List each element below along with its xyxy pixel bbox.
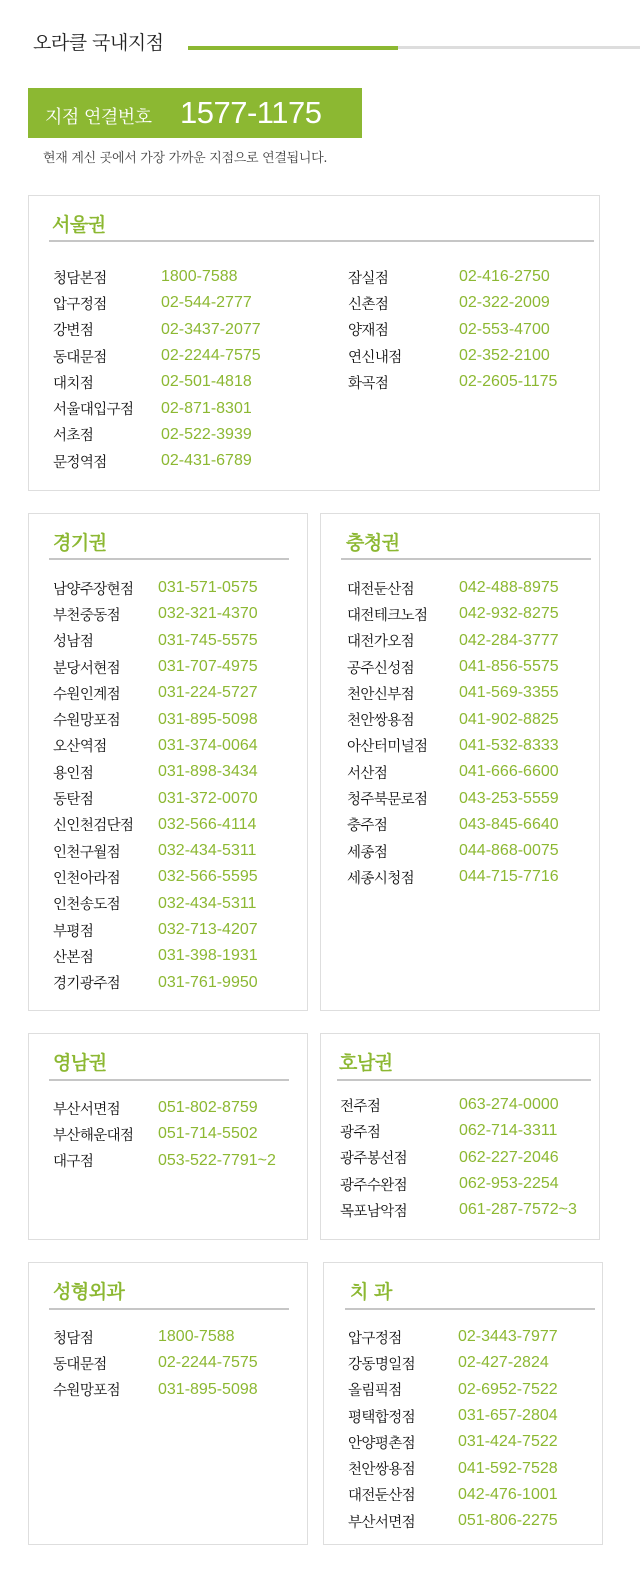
branch-row xyxy=(53,290,261,316)
branch-phone[interactable]: 02-553-4700 xyxy=(459,320,550,338)
branch-phone[interactable]: 063-274-0000 xyxy=(459,1096,559,1114)
branch-name: 동탄점 xyxy=(53,792,94,809)
branch-row xyxy=(348,264,557,290)
branch-phone[interactable]: 02-3443-7977 xyxy=(458,1328,558,1346)
branch-phone[interactable]: 032-566-4114 xyxy=(158,815,257,833)
branch-phone[interactable]: 042-284-3777 xyxy=(459,631,559,649)
branch-row xyxy=(347,680,559,706)
branch-phone[interactable]: 02-544-2777 xyxy=(161,294,252,312)
branch-name: 천안신부점 xyxy=(347,686,415,703)
branch-row xyxy=(53,680,258,706)
branch-list-seoul-right xyxy=(348,264,557,395)
region-title-dental: 치 과 xyxy=(350,1281,392,1303)
branch-phone[interactable]: 062-953-2254 xyxy=(459,1175,559,1193)
branch-phone[interactable]: 031-374-0064 xyxy=(158,736,258,754)
region-panel-honam xyxy=(320,1033,600,1240)
branch-row xyxy=(347,601,559,627)
branch-phone[interactable]: 043-845-6640 xyxy=(459,815,559,833)
branch-phone[interactable]: 1800-7588 xyxy=(158,1328,235,1346)
branch-row xyxy=(53,733,258,759)
region-title-honam: 호남권 xyxy=(339,1052,393,1074)
branch-name: 문정역점 xyxy=(53,454,107,471)
branch-phone[interactable]: 044-715-7716 xyxy=(459,868,559,886)
branch-row xyxy=(347,759,559,785)
branch-row xyxy=(53,759,258,785)
branch-row xyxy=(53,395,261,421)
branch-phone[interactable]: 031-745-5575 xyxy=(158,631,258,649)
branch-row xyxy=(53,864,258,890)
branch-name: 부산서면점 xyxy=(53,1101,121,1118)
branch-name: 신촌점 xyxy=(348,296,389,313)
branch-name: 압구정점 xyxy=(348,1330,402,1347)
branch-name: 연신내점 xyxy=(348,349,402,366)
branch-row xyxy=(53,575,258,601)
branch-name: 성남점 xyxy=(53,634,94,651)
branch-row xyxy=(348,1455,558,1481)
hotline-banner xyxy=(28,88,362,138)
branch-phone[interactable]: 051-802-8759 xyxy=(158,1099,258,1117)
branch-list-dental xyxy=(348,1324,558,1534)
branch-phone[interactable]: 02-322-2009 xyxy=(459,294,550,312)
branch-name: 천안쌍용점 xyxy=(347,713,415,730)
region-divider xyxy=(49,558,289,560)
branch-name: 부산해운대점 xyxy=(53,1127,134,1144)
branch-name: 광주점 xyxy=(340,1124,381,1141)
branch-row xyxy=(348,369,557,395)
branch-phone[interactable]: 031-898-3434 xyxy=(158,763,258,781)
branch-name: 아산터미널점 xyxy=(347,739,428,756)
branch-phone[interactable]: 02-2605-1175 xyxy=(459,373,558,391)
branch-phone[interactable]: 02-416-2750 xyxy=(459,268,550,286)
branch-phone[interactable]: 041-902-8825 xyxy=(459,710,559,728)
branch-phone[interactable]: 043-253-5559 xyxy=(459,789,559,807)
branch-name: 공주신성점 xyxy=(347,660,415,677)
branch-phone[interactable]: 053-522-7791~2 xyxy=(158,1151,276,1169)
branch-phone[interactable]: 051-714-5502 xyxy=(158,1125,258,1143)
branch-name: 부천중동점 xyxy=(53,607,121,624)
branch-row xyxy=(53,343,261,369)
branch-name: 오산역점 xyxy=(53,739,107,756)
branch-name: 청주북문로점 xyxy=(347,792,428,809)
branch-phone[interactable]: 02-352-2100 xyxy=(459,347,550,365)
branch-row xyxy=(53,969,258,995)
region-panel-seoul xyxy=(28,195,600,491)
branch-name: 압구정점 xyxy=(53,296,107,313)
branch-row xyxy=(347,706,559,732)
region-title-gyeonggi: 경기권 xyxy=(53,532,107,554)
branch-phone[interactable]: 031-224-5727 xyxy=(158,684,258,702)
branch-row xyxy=(53,448,261,474)
branch-row xyxy=(347,812,559,838)
branch-name: 청담점 xyxy=(53,1330,94,1347)
branch-phone[interactable]: 041-569-3355 xyxy=(459,684,559,702)
branch-row xyxy=(340,1145,577,1171)
branch-phone[interactable]: 031-657-2804 xyxy=(458,1407,558,1425)
branch-name: 광주수완점 xyxy=(340,1177,408,1194)
branch-row xyxy=(347,785,559,811)
branch-phone[interactable]: 032-566-5595 xyxy=(158,868,258,886)
branch-phone[interactable]: 051-806-2275 xyxy=(458,1512,558,1530)
region-title-yeongnam: 영남권 xyxy=(53,1052,107,1074)
branch-phone[interactable]: 02-2244-7575 xyxy=(161,347,261,365)
branch-phone[interactable]: 031-707-4975 xyxy=(158,658,258,676)
branch-row xyxy=(53,891,258,917)
branch-phone[interactable]: 061-287-7572~3 xyxy=(459,1201,577,1219)
branch-row xyxy=(53,943,258,969)
branch-phone[interactable]: 02-431-6789 xyxy=(161,452,252,470)
branch-row xyxy=(53,785,258,811)
branch-name: 세종점 xyxy=(347,844,388,861)
branch-phone[interactable]: 041-592-7528 xyxy=(458,1459,558,1477)
hotline-label: 지점 연결번호 xyxy=(45,107,152,128)
branch-phone[interactable]: 02-522-3939 xyxy=(161,425,252,443)
branch-phone[interactable]: 041-532-8333 xyxy=(459,736,559,754)
branch-row xyxy=(53,422,261,448)
branch-phone[interactable]: 02-871-8301 xyxy=(161,399,252,417)
region-panel-yeongnam xyxy=(28,1033,308,1240)
branch-phone[interactable]: 1800-7588 xyxy=(161,268,238,286)
branch-list-gyeonggi xyxy=(53,575,258,996)
branch-name: 용인점 xyxy=(53,765,94,782)
branch-row xyxy=(340,1118,577,1144)
region-divider xyxy=(337,1079,591,1081)
branch-name: 수원망포점 xyxy=(53,1383,121,1400)
branch-name: 세종시청점 xyxy=(347,870,415,887)
branch-name: 동대문점 xyxy=(53,1356,107,1373)
branch-phone[interactable]: 031-895-5098 xyxy=(158,1380,258,1398)
region-divider xyxy=(341,558,591,560)
branch-phone[interactable]: 02-3437-2077 xyxy=(161,320,261,338)
branch-phone[interactable]: 02-427-2824 xyxy=(458,1354,549,1372)
branch-name: 전주점 xyxy=(340,1098,381,1115)
branch-name: 서초점 xyxy=(53,428,94,445)
branch-name: 대치점 xyxy=(53,375,94,392)
branch-name: 강변점 xyxy=(53,323,94,340)
branch-row xyxy=(340,1171,577,1197)
branch-phone[interactable]: 042-932-8275 xyxy=(459,605,559,623)
branch-row xyxy=(53,812,258,838)
branch-row xyxy=(348,290,557,316)
region-panel-dental xyxy=(323,1262,603,1545)
branch-phone[interactable]: 062-227-2046 xyxy=(459,1148,559,1166)
branch-name: 광주봉선점 xyxy=(340,1151,408,1168)
branch-row xyxy=(348,1403,558,1429)
branch-row xyxy=(347,838,559,864)
branch-name: 안양평촌점 xyxy=(348,1435,416,1452)
branch-phone[interactable]: 032-434-5311 xyxy=(158,842,257,860)
branch-row xyxy=(348,1429,558,1455)
branch-phone[interactable]: 031-895-5098 xyxy=(158,710,258,728)
region-title-seoul: 서울권 xyxy=(52,214,106,236)
branch-row xyxy=(347,628,559,654)
branch-name: 평택합정점 xyxy=(348,1409,416,1426)
branch-name: 산본점 xyxy=(53,949,94,966)
branch-list-honam xyxy=(340,1092,577,1223)
branch-row xyxy=(53,317,261,343)
branch-phone[interactable]: 031-424-7522 xyxy=(458,1433,558,1451)
hotline-number[interactable]: 1577-1175 xyxy=(180,95,322,130)
branch-row xyxy=(53,369,261,395)
branch-row xyxy=(53,1121,276,1147)
branch-row xyxy=(340,1197,577,1223)
branch-name: 양재점 xyxy=(348,323,389,340)
branch-row xyxy=(347,733,559,759)
branch-row xyxy=(348,1482,558,1508)
branch-name: 수원인계점 xyxy=(53,686,121,703)
branch-name: 동대문점 xyxy=(53,349,107,366)
region-panel-chungcheong xyxy=(320,513,600,1011)
branch-name: 충주점 xyxy=(347,818,388,835)
branch-row xyxy=(53,706,258,732)
branch-phone[interactable]: 02-6952-7522 xyxy=(458,1380,558,1398)
branch-row xyxy=(348,317,557,343)
branch-name: 신인천검단점 xyxy=(53,818,134,835)
branch-row xyxy=(53,917,258,943)
branch-row xyxy=(348,1508,558,1534)
branch-phone[interactable]: 032-434-5311 xyxy=(158,894,257,912)
branch-name: 인천송도점 xyxy=(53,897,121,914)
branch-phone[interactable]: 031-761-9950 xyxy=(158,973,258,991)
region-divider xyxy=(49,1308,289,1310)
branch-phone[interactable]: 042-488-8975 xyxy=(459,579,559,597)
branch-phone[interactable]: 031-571-0575 xyxy=(158,579,258,597)
branch-name: 대전테크노점 xyxy=(347,607,428,624)
region-panel-gyeonggi xyxy=(28,513,308,1011)
branch-list-chungcheong xyxy=(347,575,559,891)
branch-row xyxy=(53,1148,276,1174)
branch-list-plastic-surgery xyxy=(53,1324,258,1403)
branch-row xyxy=(347,575,559,601)
branch-row xyxy=(348,1350,558,1376)
region-divider xyxy=(49,1079,289,1081)
page-title: 오라클 국내지점 xyxy=(33,32,164,54)
branch-name: 잠실점 xyxy=(348,270,389,287)
branch-row xyxy=(53,601,258,627)
branch-row xyxy=(53,1095,276,1121)
branch-name: 대구점 xyxy=(53,1154,94,1171)
branch-name: 화곡점 xyxy=(348,375,389,392)
branch-phone[interactable]: 062-714-3311 xyxy=(459,1122,558,1140)
branch-name: 천안쌍용점 xyxy=(348,1462,416,1479)
branch-name: 부산서면점 xyxy=(348,1514,416,1531)
branch-list-yeongnam xyxy=(53,1095,276,1174)
branch-phone[interactable]: 02-501-4818 xyxy=(161,373,252,391)
region-title-chungcheong: 충청권 xyxy=(346,532,400,554)
branch-name: 인천아라점 xyxy=(53,870,121,887)
branch-phone[interactable]: 031-372-0070 xyxy=(158,789,258,807)
branch-row xyxy=(348,1324,558,1350)
branch-row xyxy=(53,654,258,680)
branch-phone[interactable]: 041-666-6600 xyxy=(459,763,559,781)
hotline-note: 현재 계신 곳에서 가장 가까운 지점으로 연결됩니다. xyxy=(43,151,328,166)
branch-row xyxy=(348,1377,558,1403)
branch-name: 수원망포점 xyxy=(53,713,121,730)
region-panel-plastic-surgery xyxy=(28,1262,308,1545)
branch-row xyxy=(340,1092,577,1118)
branch-row xyxy=(347,654,559,680)
branch-name: 목포남악점 xyxy=(340,1203,408,1220)
branch-name: 강동명일점 xyxy=(348,1356,416,1373)
branch-row xyxy=(53,838,258,864)
region-divider xyxy=(49,240,594,242)
branch-row xyxy=(347,864,559,890)
branch-row xyxy=(53,628,258,654)
title-divider-accent xyxy=(188,46,398,50)
branch-name: 청담본점 xyxy=(53,270,107,287)
branch-phone[interactable]: 032-321-4370 xyxy=(158,605,258,623)
region-title-plastic-surgery: 성형외과 xyxy=(53,1281,125,1303)
branch-name: 부평점 xyxy=(53,923,94,940)
branch-phone[interactable]: 041-856-5575 xyxy=(459,658,559,676)
branch-row xyxy=(53,264,261,290)
branch-list-seoul-left xyxy=(53,264,261,474)
branch-phone[interactable]: 044-868-0075 xyxy=(459,842,559,860)
branch-phone[interactable]: 031-398-1931 xyxy=(158,947,258,965)
region-divider xyxy=(345,1308,595,1310)
branch-name: 대전가오점 xyxy=(347,634,415,651)
branch-row xyxy=(53,1324,258,1350)
branch-row xyxy=(53,1350,258,1376)
branch-phone[interactable]: 032-713-4207 xyxy=(158,921,258,938)
branch-row xyxy=(53,1377,258,1403)
branch-name: 분당서현점 xyxy=(53,660,121,677)
branch-name: 인천구월점 xyxy=(53,844,121,861)
branch-row xyxy=(348,343,557,369)
branch-name: 서울대입구점 xyxy=(53,402,134,419)
branch-name: 대전둔산점 xyxy=(348,1488,416,1505)
branch-phone[interactable]: 042-476-1001 xyxy=(458,1485,558,1503)
branch-name: 올림픽점 xyxy=(348,1383,402,1400)
branch-phone[interactable]: 02-2244-7575 xyxy=(158,1354,258,1372)
branch-name: 경기광주점 xyxy=(53,976,121,993)
branch-name: 대전둔산점 xyxy=(347,581,415,598)
branch-name: 남양주장현점 xyxy=(53,581,134,598)
branch-name: 서산점 xyxy=(347,765,388,782)
